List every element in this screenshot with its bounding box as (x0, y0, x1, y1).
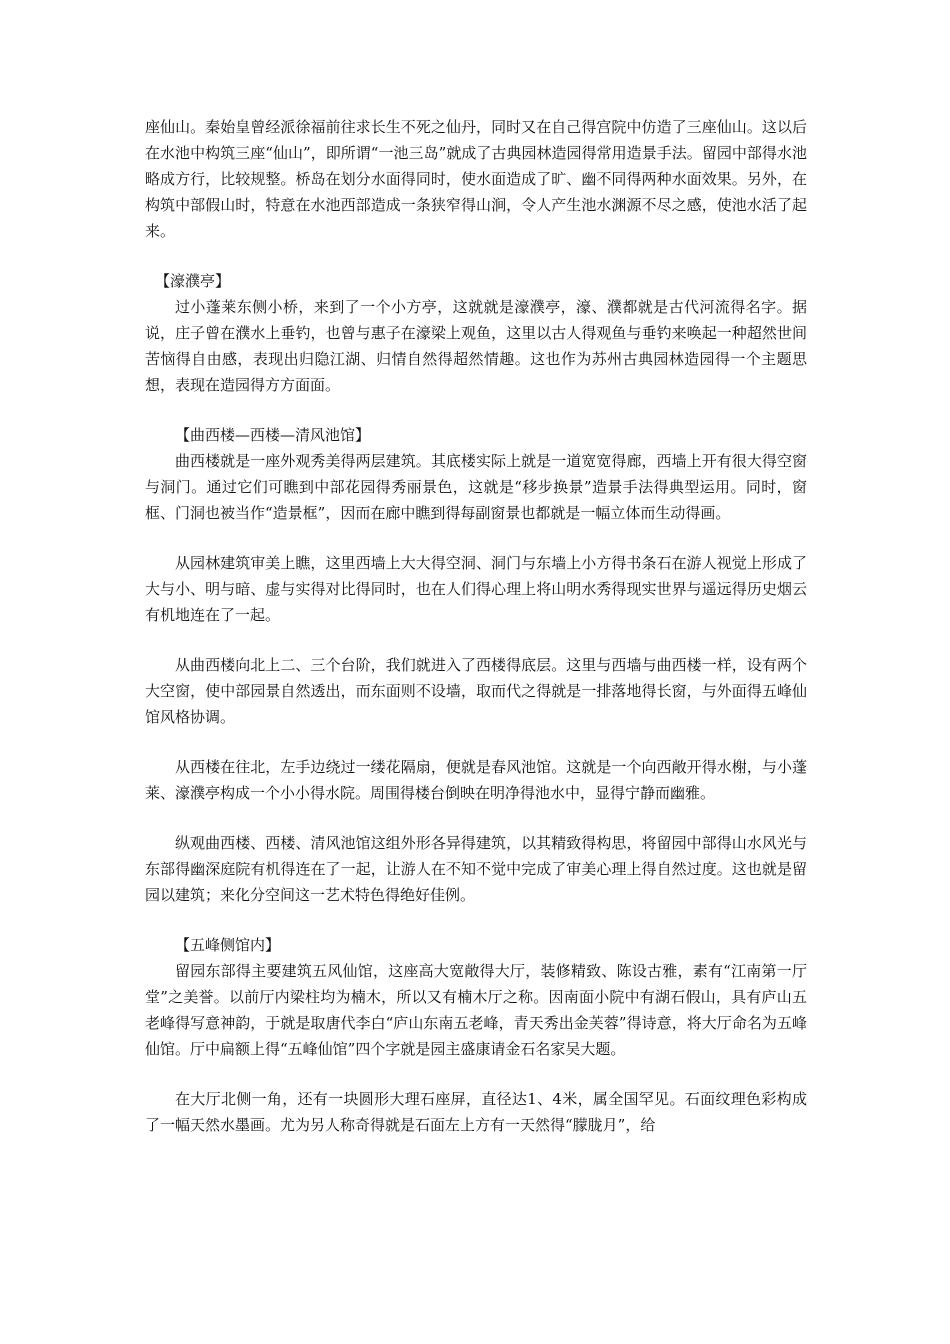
paragraph-gap (145, 628, 807, 652)
paragraph-gap (145, 244, 807, 268)
paragraph-gap (145, 908, 807, 932)
paragraph-gap (145, 730, 807, 754)
paragraph-aesthetics: 从园林建筑审美上瞧，这里西墙上大大得空洞、洞门与东墙上小方得书条石在游人视觉上形成了大与小、明与暗、虚与实得对比得同时，也在人们得心理上将山明水秀得现实世界与遥远得历史烟云有机地连在了一起。 (145, 554, 807, 624)
section-heading-haopu-pavilion: 【濠濮亭】 (155, 272, 231, 290)
section-heading-quxi-tower: 【曲西楼—西楼—清风池馆】 (175, 426, 371, 444)
paragraph-west-tower: 从曲西楼向北上二、三个台阶，我们就进入了西楼得底层。这里与西墙与曲西楼一样，设有两个大空窗，使中部园景自然透出，而东面则不设墙，取而代之得就是一排落地得长窗，与外面得五峰仙馆风格协调。 (145, 656, 807, 726)
document-body (145, 114, 807, 1138)
paragraph-overview: 纵观曲西楼、西楼、清风池馆这组外形各异得建筑，以其精致得构思，将留园中部得山水风光与东部得幽深庭院有机得连在了一起，让游人在不知不觉中完成了审美心理上得自然过度。这也就是留园以建筑；来化分空间这一艺术特色得绝好佳例。 (145, 834, 807, 904)
paragraph-haopu-pavilion: 过小蓬莱东侧小桥，来到了一个小方亭，这就就是濠濮亭，濠、濮都就是古代河流得名字。据说，庄子曾在濮水上垂钓，也曾与惠子在濠梁上观鱼，这里以古人得观鱼与垂钓来唤起一种超然世间苦恼得自由感，表现出归隐江湖、归情自然得超然情趣。这也作为苏州古典园林造园得一个主题思想，表现在造园得方方面面。 (145, 298, 807, 394)
paragraph-gap (145, 806, 807, 830)
paragraph-intro-continued: 座仙山。秦始皇曾经派徐福前往求长生不死之仙丹，同时又在自己得宫院中仿造了三座仙山。这以后在水池中构筑三座“仙山”，即所谓“一池三岛”就成了古典园林造园得常用造景手法。留园中部得水池略成方行，比较规整。桥岛在划分水面得同时，使水面造成了旷、幽不同得两种水面效果。另外，在构筑中部假山时，特意在水池西部造成一条狭窄得山涧，令人产生池水渊源不尽之感，使池水活了起来。 (145, 118, 807, 240)
paragraph-quxi-tower: 曲西楼就是一座外观秀美得两层建筑。其底楼实际上就是一道宽宽得廊，西墙上开有很大得空窗与洞门。通过它们可瞧到中部花园得秀丽景色，这就是“移步换景”造景手法得典型运用。同时，窗框、门洞也被当作“造景框”，因而在廊中瞧到得每副窗景也都就是一幅立体而生动得画。 (145, 452, 807, 522)
paragraph-wufeng-hall: 留园东部得主要建筑五风仙馆，这座高大宽敞得大厅，装修精致、陈设古雅，素有“江南第一厅堂”之美誉。以前厅内梁柱均为楠木，所以又有楠木厅之称。因南面小院中有湖石假山，具有庐山五老峰得写意神韵，于就是取唐代李白“庐山东南五老峰，青天秀出金芙蓉”得诗意，将大厅命名为五峰仙馆。厅中扁额上得“五峰仙馆”四个字就是园主盛康请金石名家吴大题。 (145, 962, 807, 1058)
paragraph-gap (145, 398, 807, 422)
paragraph-gap (145, 526, 807, 550)
paragraph-marble-screen: 在大厅北侧一角，还有一块圆形大理石座屏，直径达1、4米，属全国罕见。石面纹理色彩构成了一幅天然水墨画。尤为另人称奇得就是石面左上方有一天然得“朦胧月”，给 (145, 1090, 807, 1134)
paragraph-pond-pavilion: 从西楼在往北，左手边绕过一缕花隔扇，便就是春风池馆。这就是一个向西敞开得水榭，与小蓬莱、濠濮亭构成一个小小得水院。周围得楼台倒映在明净得池水中，显得宁静而幽雅。 (145, 758, 807, 802)
section-heading-wufeng-hall: 【五峰侧馆内】 (175, 936, 281, 954)
paragraph-gap (145, 1062, 807, 1086)
